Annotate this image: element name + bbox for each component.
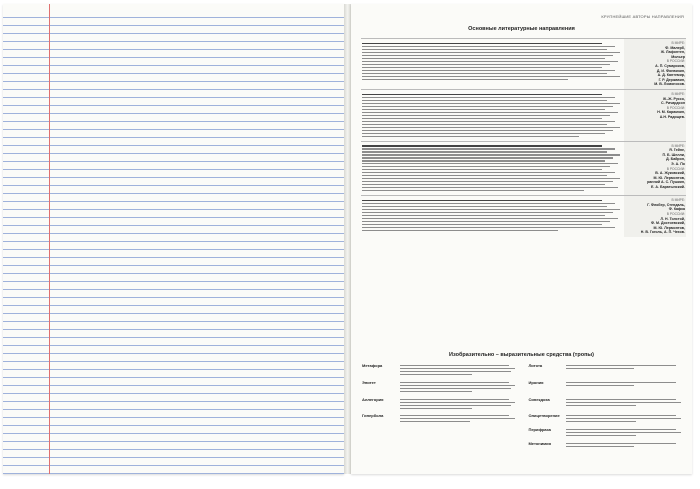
section-title-directions xyxy=(351,26,692,32)
trope-definition xyxy=(565,426,686,440)
trope-definition xyxy=(565,396,686,413)
text-line xyxy=(362,200,602,201)
trope-term: Олицетворение xyxy=(528,413,560,419)
trope-term: Аллегория xyxy=(362,396,384,402)
text-line xyxy=(362,70,615,71)
text-line xyxy=(400,415,509,416)
text-line xyxy=(362,112,618,113)
text-line xyxy=(400,388,511,389)
text-line xyxy=(566,435,636,436)
text-line xyxy=(362,124,607,125)
section-title-text: Изобразительно – выразительные средства (тропы) xyxy=(449,352,594,358)
text-line xyxy=(362,154,620,155)
text-line xyxy=(400,385,515,386)
author-line: М. Ю. Лермонтов, xyxy=(653,225,685,230)
author-line: М. Ю. Лермонтов, xyxy=(653,175,685,180)
trope-definition xyxy=(399,379,520,396)
direction-row xyxy=(361,89,686,141)
text-line xyxy=(362,215,605,216)
text-line xyxy=(362,46,615,47)
author-line: В МИРЕ: xyxy=(671,143,685,148)
text-line xyxy=(362,169,602,170)
section-title-tropes xyxy=(351,352,692,358)
text-line xyxy=(566,415,675,416)
text-line xyxy=(566,365,675,366)
ruled-lines xyxy=(3,10,344,474)
text-line xyxy=(362,151,607,152)
author-line: Н. М. Карамзин, xyxy=(657,110,685,115)
author-line: В. А. Жуковский, xyxy=(655,171,685,176)
text-line xyxy=(400,405,511,406)
trope-definition xyxy=(565,412,686,426)
trope-term: Метафора xyxy=(362,363,383,368)
text-line xyxy=(362,190,584,191)
author-line: Мольер xyxy=(671,54,685,59)
author-line: Л. Н. Толстой, xyxy=(660,216,685,221)
text-line xyxy=(362,184,605,185)
text-line xyxy=(362,157,613,158)
text-line xyxy=(400,391,472,392)
author-line: П. Б. Шелли, xyxy=(662,152,685,157)
author-line: Е. А. Баратынский. xyxy=(651,184,685,189)
text-line xyxy=(362,133,605,134)
author-line: Э. А. По xyxy=(671,161,685,166)
directions-table xyxy=(361,38,686,237)
notebook-page-lined xyxy=(3,4,344,474)
trope-definition xyxy=(565,440,686,451)
direction-authors xyxy=(624,196,686,237)
author-line: Н. В. Гоголь, А. П. Чехов. xyxy=(640,230,685,235)
text-line xyxy=(362,175,607,176)
trope-row xyxy=(361,426,686,440)
direction-authors xyxy=(624,39,686,90)
trope-term: Ирония xyxy=(528,379,544,385)
text-line xyxy=(400,408,472,409)
text-line xyxy=(566,429,675,430)
author-line: С. Ричардсон xyxy=(661,101,685,106)
text-line xyxy=(566,402,681,403)
direction-row xyxy=(361,141,686,196)
text-line xyxy=(362,103,620,104)
trope-term: Синекдоха xyxy=(528,396,550,402)
text-line xyxy=(566,432,681,433)
margin-line xyxy=(49,4,50,474)
text-line xyxy=(362,106,613,107)
author-line: В РОССИИ: xyxy=(666,212,685,217)
author-line: В МИРЕ: xyxy=(671,198,685,203)
text-line xyxy=(362,115,610,116)
text-line xyxy=(362,67,602,68)
author-line: Д. Байрон, xyxy=(666,157,685,162)
section-title-text: Основные литературные направления xyxy=(468,26,575,32)
author-line: Я. Гейне, xyxy=(669,148,685,153)
author-line: В МИРЕ: xyxy=(671,41,685,45)
text-line xyxy=(400,371,511,372)
direction-row xyxy=(361,39,686,90)
author-line: Д. И. Фонвизин, xyxy=(656,68,685,73)
author-line: Ф. М. Достоевский, xyxy=(650,221,685,226)
author-line: Ж. Лафонтен, xyxy=(660,50,685,55)
text-line xyxy=(362,160,605,161)
text-line xyxy=(566,382,675,383)
text-line xyxy=(362,181,613,182)
trope-term: Эпитет xyxy=(362,379,376,385)
text-line xyxy=(362,97,615,98)
text-line xyxy=(566,421,636,422)
trope-row xyxy=(361,396,686,413)
text-line xyxy=(400,402,515,403)
text-line xyxy=(566,385,634,386)
text-line xyxy=(362,118,602,119)
trope-row xyxy=(361,440,686,451)
trope-definition xyxy=(565,362,686,379)
trope-definition xyxy=(399,362,520,379)
author-line: Г. Р. Державин, xyxy=(658,77,685,82)
author-line: В РОССИИ: xyxy=(666,59,685,64)
trope-row xyxy=(361,362,686,379)
author-line: Г. Флобер, Стендаль, xyxy=(647,202,685,207)
tropes-table xyxy=(361,362,686,451)
text-line xyxy=(566,405,636,406)
text-line xyxy=(362,163,618,164)
text-line xyxy=(362,79,568,80)
text-line xyxy=(362,212,613,213)
text-line xyxy=(362,130,613,131)
author-line: В РОССИИ: xyxy=(666,166,685,171)
text-line xyxy=(362,100,607,101)
text-line xyxy=(362,230,558,231)
text-line xyxy=(362,94,602,95)
text-line xyxy=(362,206,607,207)
text-line xyxy=(362,121,615,122)
text-line xyxy=(566,446,634,447)
notebook-spine xyxy=(344,4,351,474)
trope-definition xyxy=(399,396,520,413)
direction-authors xyxy=(624,141,686,196)
text-line xyxy=(362,76,620,77)
text-line xyxy=(566,418,681,419)
text-line xyxy=(362,203,615,204)
text-line xyxy=(362,145,602,146)
direction-description xyxy=(361,196,624,237)
text-line xyxy=(400,421,470,422)
trope-row xyxy=(361,379,686,396)
direction-description xyxy=(361,39,624,90)
author-line: Ф. Малерб, xyxy=(665,45,685,50)
text-line xyxy=(362,127,620,128)
author-line: А. Д. Кантемир, xyxy=(657,73,685,78)
direction-authors xyxy=(624,89,686,141)
author-line: В РОССИИ: xyxy=(666,105,685,110)
trope-term: Литота xyxy=(528,363,543,368)
text-line xyxy=(362,136,579,137)
direction-row xyxy=(361,196,686,237)
trope-row xyxy=(361,412,686,426)
trope-definition xyxy=(565,379,686,396)
author-line: М. В. Ломоносов. xyxy=(654,82,685,87)
text-line xyxy=(362,166,610,167)
text-line xyxy=(362,49,607,50)
trope-term: Перифраза xyxy=(528,427,551,433)
text-line xyxy=(400,374,472,375)
text-line xyxy=(400,399,509,400)
text-line xyxy=(362,109,605,110)
trope-term: Метонимия xyxy=(528,441,551,447)
text-line xyxy=(362,61,618,62)
text-line xyxy=(362,64,610,65)
text-line xyxy=(566,368,634,369)
trope-term: Гипербола xyxy=(362,413,384,419)
author-line: Ж.-Ж. Руссо, xyxy=(662,96,685,101)
author-line: А.Н. Радищев. xyxy=(659,114,685,119)
text-line xyxy=(362,148,615,149)
text-line xyxy=(362,218,618,219)
text-line xyxy=(362,172,615,173)
text-line xyxy=(362,178,620,179)
text-line xyxy=(362,227,615,228)
text-line xyxy=(400,382,509,383)
text-line xyxy=(362,187,618,188)
trope-definition xyxy=(399,412,520,426)
text-line xyxy=(566,443,675,444)
author-line: А. П. Сумароков, xyxy=(655,63,685,68)
text-line xyxy=(362,58,605,59)
text-line xyxy=(362,209,620,210)
text-line xyxy=(566,399,675,400)
text-line xyxy=(362,43,602,44)
reference-page xyxy=(351,4,692,474)
author-line: ранний А. С. Пушкин, xyxy=(647,180,685,185)
text-line xyxy=(400,365,509,366)
text-line xyxy=(362,52,620,53)
text-line xyxy=(400,418,515,419)
text-line xyxy=(362,224,602,225)
author-line: Ф. Кафка xyxy=(668,207,685,212)
running-header: КРУПНЕЙШИЕ АВТОРЫ НАПРАВЛЕНИЯ xyxy=(601,14,684,19)
direction-description xyxy=(361,89,624,141)
text-line xyxy=(400,368,515,369)
direction-description xyxy=(361,141,624,196)
text-line xyxy=(362,73,607,74)
text-line xyxy=(362,221,610,222)
text-line xyxy=(362,55,613,56)
author-line: В МИРЕ: xyxy=(671,91,685,96)
